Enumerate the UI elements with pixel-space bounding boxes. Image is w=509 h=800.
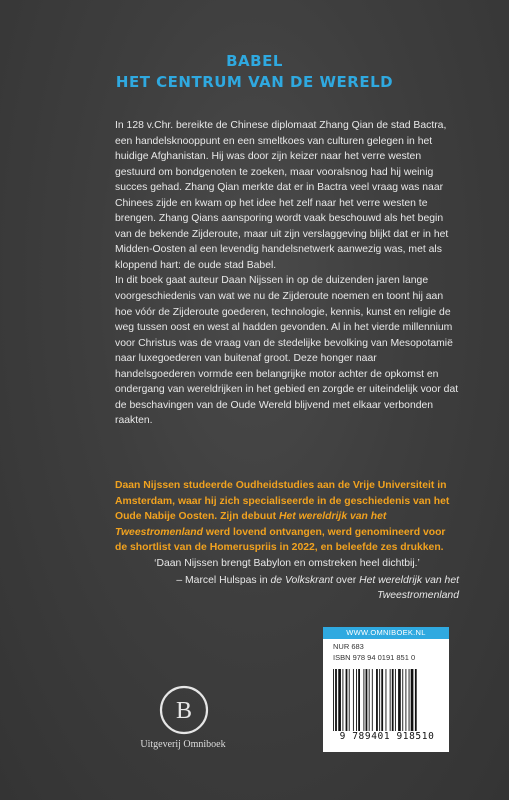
author-bio-text-2: werd lovend ontvangen, werd genomineerd voor de shortlist van de Homeruspriis in 2022, en beleefde zes drukken. [115, 526, 446, 554]
blurb-paragraph-1: In 128 v.Chr. bereikte de Chinese diplomaat Zhang Qian de stad Bactra, een handelsknooppunt en een smeltkoes van culturen gelegen in het huidige Afghanistan. Hij was door zijn keizer naar het verre westen gestuurd om bondgenoten te zoeken, maar vooralsnog had hij weinig succes gehad. Zhang Qian merkte dat er in Bactra veel vraag was naar Chinees zijde en kwam op het idee het zelf naar het verre westen te brengen. Zhang Qians aansporing wordt vaak beschouwd als het begin van de bekende Zijderoute, maar uit zijn verslaggeving blijkt dat er in het Midden-Oosten al een levendig handelsnetwerk aanwezig was, met als kloppend hart: de oude stad Babel. [115, 120, 449, 271]
author-bio-text-1: studeerde Oudheidstudies aan de Vrije Universiteit in Amsterdam, waar hij zich specialiseerde in de geschiedenis van het Oude Nabije Oosten. Zijn debuut [115, 480, 450, 523]
author-name: Daan Nijssen [115, 480, 181, 491]
isbn-text: ISBN 978 94 0191 851 0 [333, 653, 416, 662]
svg-text:B: B [175, 698, 193, 724]
book-subtitle: HET CENTRUM VAN DE WERELD [115, 73, 394, 91]
omniboek-logo-icon [158, 684, 210, 736]
review-quote: ‘Daan Nijssen brengt Babylon en omstreken heel dichtbij.’ [154, 558, 420, 569]
attribution-source: de Volkskrant [270, 575, 334, 586]
author-debut-title: Het wereldrijk van het Tweestromenland [115, 511, 387, 538]
book-title: BABEL [226, 52, 283, 70]
publisher-name: Uitgeverij Omniboek [140, 739, 226, 750]
publisher-url: WWW.OMNIBOEK.NL [323, 627, 449, 639]
attribution-mid: over [333, 575, 360, 586]
review-attribution [115, 573, 459, 603]
blurb [115, 118, 459, 429]
attribution-prefix: – Marcel Hulspas in [176, 575, 271, 586]
barcode-icon [331, 669, 443, 731]
attribution-book: Het wereldrijk van het Tweestromenland [359, 575, 459, 601]
nur-code: NUR 683 [333, 642, 364, 651]
blurb-paragraph-2: In dit boek gaat auteur Daan Nijssen in op de duizenden jaren lange voorgeschiedenis van wat we nu de Zijderoute noemen en toont hij aan hoe vóór de Zijderoute goederen, technologie, kennis, kunst en religie de weg tussen oost en west al hadden gevonden. Al in het vierde millennium voor Christus was de vraag van de stedelijke bevolking van Mesopotamië naar luxegoederen van buitenaf groot. Deze honger naar handelsgoederen vormde een belangrijke motor achter de opkomst en ondergang van wereldrijken in het gebied en zorgde er uiteindelijk voor dat de beschavingen van de Oude Wereld blijvend met elkaar verbonden raakten. [115, 275, 459, 427]
barcode-box [323, 627, 449, 752]
barcode-number: 9 789401 918510 [339, 731, 435, 742]
author-bio [115, 478, 459, 556]
